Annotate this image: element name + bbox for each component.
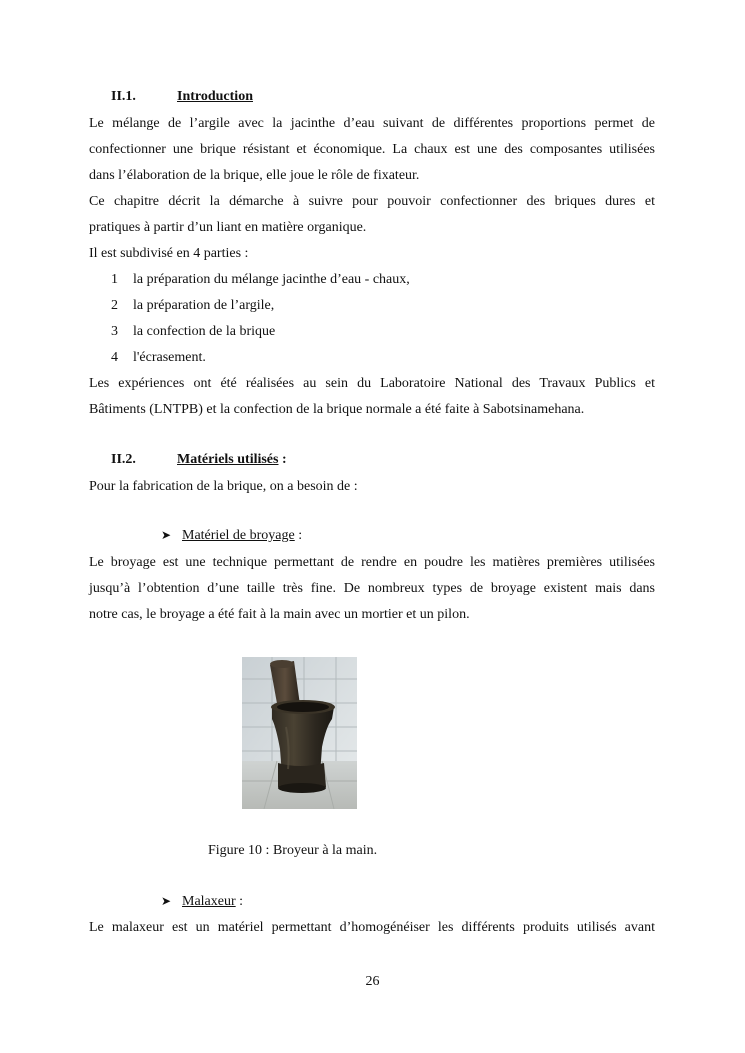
section-title: Introduction [177,89,253,104]
parts-list [111,267,410,371]
intro-paragraph-2 [89,189,655,241]
list-index: 2 [111,298,118,313]
bullet-label: Matériel de broyage [182,528,295,543]
section-number: II.2. [111,452,136,467]
figure-caption: Figure 10 : Broyeur à la main. [208,843,378,858]
intro-paragraph-1 [89,111,655,189]
section-heading-materiels [111,452,287,468]
text-line: Bâtiments (LNTPB) et la confection de la brique normale a été faite à Sabotsinamehana. [89,402,585,417]
section-title-suffix: : [278,452,287,467]
text-line: confectionner une brique résistant et économique. La chaux est une des composantes utilisées [89,142,655,157]
arrow-bullet-icon: ➤ [161,894,172,908]
list-index: 1 [111,272,118,287]
malaxeur-paragraph [89,915,655,941]
list-item [111,293,410,319]
text-line: notre cas, le broyage a été fait à la main avec un mortier et un pilon. [89,607,470,622]
list-item [111,319,410,345]
list-index: 3 [111,324,118,339]
text-line: Le broyage est une technique permettant de rendre en poudre les matières premières utilisées [89,555,655,570]
text-line: Le mélange de l’argile avec la jacinthe d’eau suivant de différentes proportions permet de [89,116,655,131]
section-heading-introduction [111,89,253,105]
text-line: Il est subdivisé en 4 parties : [89,246,249,261]
text-line: dans l’élaboration de la brique, elle joue le rôle de fixateur. [89,168,420,183]
list-text: l'écrasement. [133,350,206,365]
bullet-label: Malaxeur [182,894,236,909]
intro-paragraph-4 [89,371,655,423]
bullet-malaxeur [161,894,243,910]
list-text: la préparation de l’argile, [133,298,275,313]
materials-lead [89,474,655,500]
bullet-materiel-broyage [161,528,302,544]
text-line: Ce chapitre décrit la démarche à suivre pour pouvoir confectionner des briques dures et [89,194,655,209]
list-item [111,345,410,371]
list-index: 4 [111,350,118,365]
list-text: la confection de la brique [133,324,276,339]
bullet-suffix: : [235,894,244,909]
broyage-paragraph [89,550,655,628]
section-title: Matériels utilisés [177,452,279,467]
list-text: la préparation du mélange jacinthe d’eau - chaux, [133,272,410,287]
text-line: Les expériences ont été réalisées au sein du Laboratoire National des Travaux Publics et [89,376,655,391]
text-line: Pour la fabrication de la brique, on a besoin de : [89,479,358,494]
page-number: 26 [365,974,380,989]
list-item [111,267,410,293]
arrow-bullet-icon: ➤ [161,528,172,542]
intro-paragraph-3 [89,241,655,267]
section-number: II.1. [111,89,136,104]
mortar-pestle-photo [242,657,357,809]
bullet-suffix: : [294,528,303,543]
text-line: pratiques à partir d’un liant en matière organique. [89,220,367,235]
text-line: jusqu’à l’obtention d’une taille très fine. De nombreux types de broyage existent mais dans [89,581,655,596]
text-line: Le malaxeur est un matériel permettant d’homogénéiser les différents produits utilisés avant [89,920,655,935]
